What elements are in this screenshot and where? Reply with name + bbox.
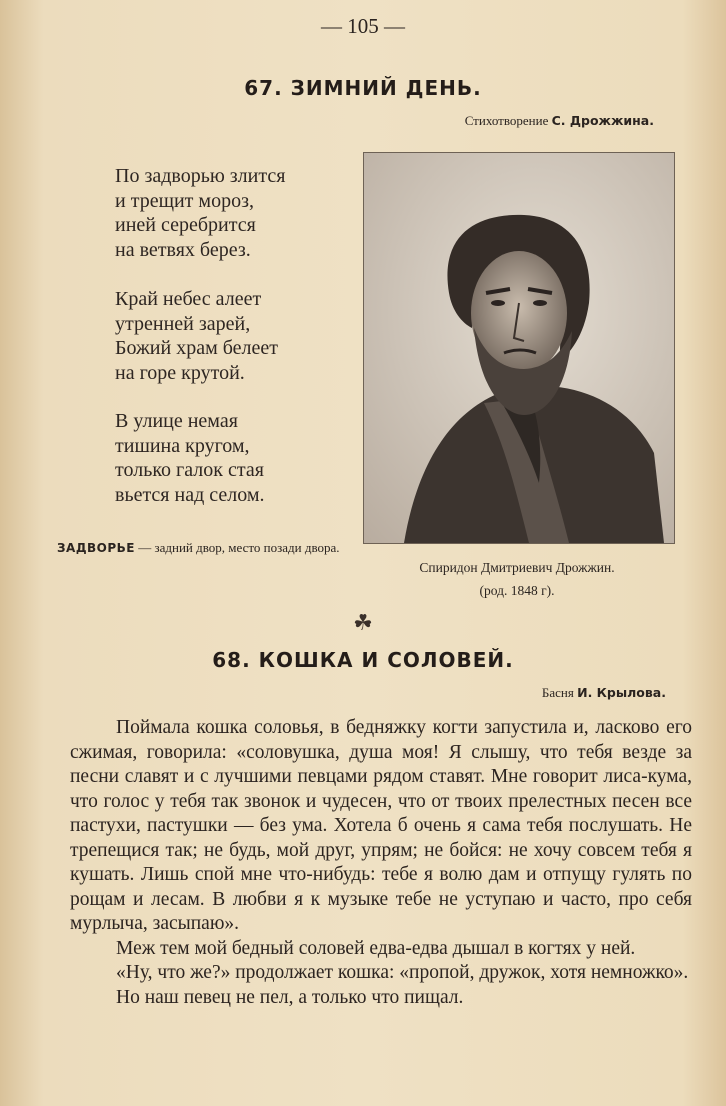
fable-title: 68. КОШКА И СОЛОВЕЙ. [212,648,514,672]
fable-paragraph: Поймала кошка соловья, в бедняжку когти запустила и, ласково его сжимая, говорила: «соловушка, душа моя! Я слышу, что тебя везде за песни славят и с лучшими певцами рядом ставят. Мне говорит лиса-кума, что голос у тебя так звонок и чудесен, что от твоих прелестных песен все пастухи, пастушки — без ума. Хотела б очень я сама тебя послушать. Не трепещися так; не будь, мой друг, упрям; не бойся: не хочу совсем тебя я кушать. Лишь спой мне что-нибудь: тебе я волю дам и отпущу гулять по рощам и лесам. В любви я к музыке тебе не уступаю и часто, про себя мурлыча, засыпаю». [70,717,692,934]
poem-stanza-2 [115,287,278,385]
poem-stanza-3 [115,409,265,507]
footnote [57,536,347,560]
fable-paragraph: Меж тем мой бедный соловей едва-едва дышал в когтях у ней. [116,937,636,959]
poem-line: Божий храм белеет [115,337,279,359]
poem-line: По задворью злится [115,165,286,187]
poem-line: на ветвях берез. [115,238,251,261]
poem-byline-prefix: Стихотворение [464,113,549,128]
poem-line: и трещит мороз, [115,189,254,212]
fable-byline-prefix: Басня [541,685,574,700]
portrait-engraving [364,153,674,543]
fable-byline-author: И. Крылова. [577,685,666,700]
poem-line: только галок стая [115,459,264,481]
fable-paragraph: Но наш певец не пел, а только что пищал. [116,986,464,1008]
poem-byline-author: С. Дрожжина. [551,113,654,128]
poem-line: иней серебрится [115,214,256,236]
author-portrait [363,152,675,544]
fable-paragraph: «Ну, что же?» продолжает кошка: «пропой, дружок, хотя немножко». [116,962,689,983]
poem-line: В улице немая [115,410,238,432]
fable-byline [542,685,666,701]
footnote-text: — задний двор, место позади двора. [138,540,340,555]
footnote-term: ЗАДВОРЬЕ [57,541,135,555]
page-number: — 105 — [321,14,405,38]
poem-line: на горе крутой. [115,361,245,384]
poem-line: тишина кругом, [115,434,250,457]
fleuron-ornament: ☘ [353,611,373,636]
portrait-caption-name: Спиридон Дмитриевич Дрожжин. [419,560,615,575]
poem-line: Край небес алеет [115,288,262,310]
fable-body [70,716,692,1010]
portrait-caption [408,556,626,602]
portrait-caption-years: (род. 1848 г). [479,583,555,598]
poem-title: 67. ЗИМНИЙ ДЕНЬ. [244,76,482,100]
poem-byline [465,113,654,129]
poem-line: вьется над селом. [115,483,265,506]
poem-line: утренней зарей, [115,312,251,335]
poem-stanza-1 [115,164,285,262]
